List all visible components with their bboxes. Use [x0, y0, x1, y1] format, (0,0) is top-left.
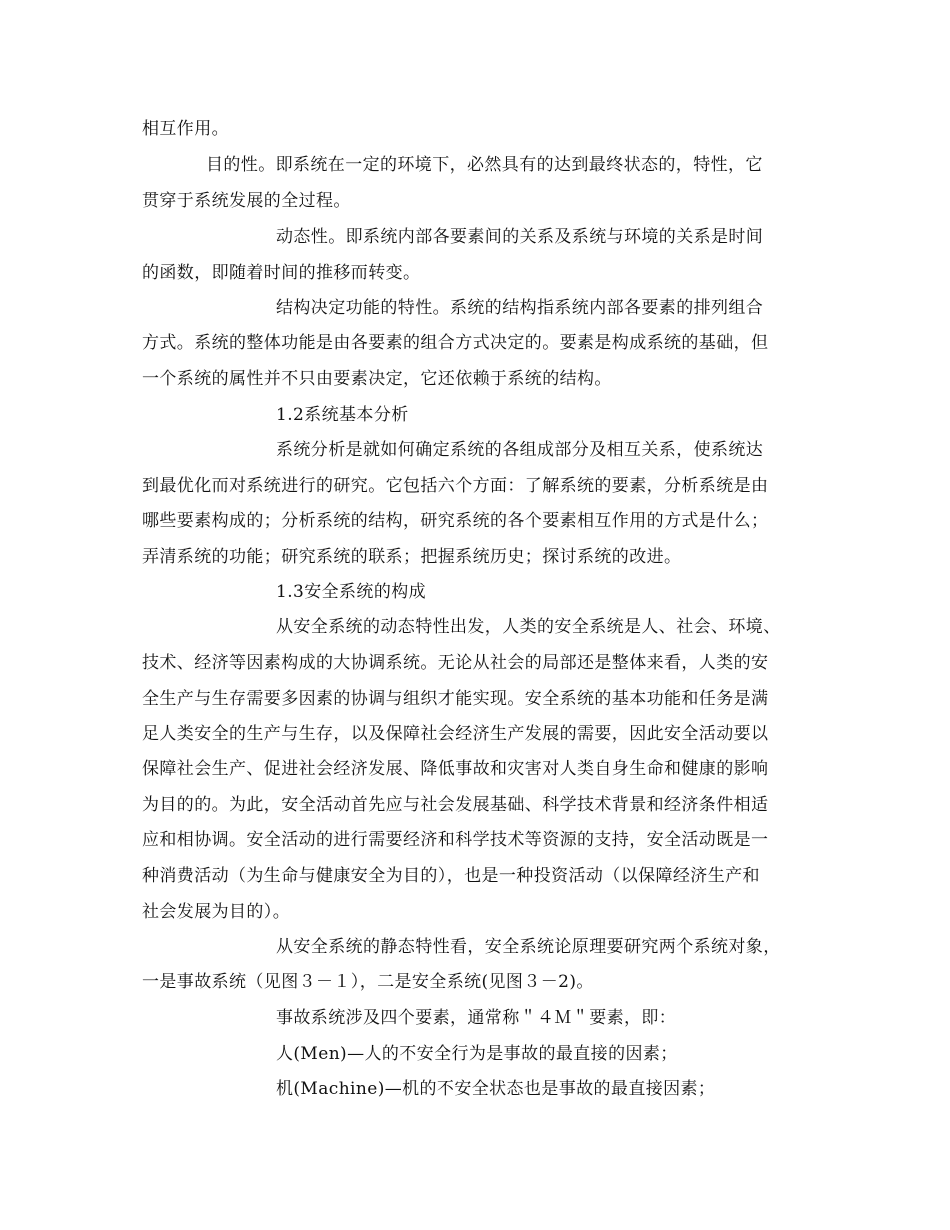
text-line: 社会发展为目的）。 [142, 902, 291, 922]
paragraph-first-line: 事故系统涉及四个要素，通常称＂４Ｍ＂要素，即： [276, 1008, 677, 1028]
paragraph-first-line: 系统分析是就如何确定系统的各组成部分及相互关系，使系统达 [276, 440, 764, 460]
paragraph-first-line: 从安全系统的静态特性看，安全系统论原理要研究两个系统对象， [276, 937, 781, 957]
text-line: 保障社会生产、促进社会经济发展、降低事故和灾害对人类自身生命和健康的影响 [142, 759, 769, 779]
text-line: 一个系统的属性并不只由要素决定，它还依赖于系统的结构。 [142, 369, 612, 389]
list-item: 人(Men)—人的不安全行为是事故的最直接的因素； [276, 1044, 678, 1064]
paragraph-first-line: 目的性。即系统在一定的环境下，必然具有的达到最终状态的，特性，它 [206, 155, 763, 175]
text-line: 的函数，即随着时间的推移而转变。 [142, 263, 421, 283]
paragraph-first-line: 动态性。即系统内部各要素间的关系及系统与环境的关系是时间 [276, 227, 764, 247]
text-line: 为目的的。为此，安全活动首先应与社会发展基础、科学技术背景和经济条件相适 [142, 795, 769, 815]
section-heading: 1.3安全系统的构成 [276, 582, 427, 602]
section-heading: 1.2系统基本分析 [276, 405, 409, 425]
text-line: 技术、经济等因素构成的大协调系统。无论从社会的局部还是整体来看，人类的安 [142, 653, 769, 673]
text-line: 足人类安全的生产与生存，以及保障社会经济生产发展的需要，因此安全活动要以 [142, 724, 769, 744]
text-line: 贯穿于系统发展的全过程。 [142, 191, 351, 211]
text-line: 弄清系统的功能；研究系统的联系；把握系统历史；探讨系统的改进。 [142, 547, 682, 567]
list-item: 机(Machine)—机的不安全状态也是事故的最直接因素； [276, 1079, 716, 1099]
text-line: 一是事故系统（见图３－１），二是安全系统(见图３－2)。 [142, 972, 594, 992]
text-line: 方式。系统的整体功能是由各要素的组合方式决定的。要素是构成系统的基础，但 [142, 333, 769, 353]
text-line: 相互作用。 [142, 119, 229, 139]
text-line: 种消费活动（为生命与健康安全为目的），也是一种投资活动（以保障经济生产和 [142, 866, 760, 886]
paragraph-first-line: 从安全系统的动态特性出发，人类的安全系统是人、社会、环境、 [276, 617, 781, 637]
text-line: 哪些要素构成的；分析系统的结构，研究系统的各个要素相互作用的方式是什么； [142, 511, 769, 531]
text-line: 全生产与生存需要多因素的协调与组织才能实现。安全系统的基本功能和任务是满 [142, 689, 769, 709]
text-line: 到最优化而对系统进行的研究。它包括六个方面：了解系统的要素，分析系统是由 [142, 476, 769, 496]
text-line: 应和相协调。安全活动的进行需要经济和科学技术等资源的支持，安全活动既是一 [142, 830, 769, 850]
paragraph-first-line: 结构决定功能的特性。系统的结构指系统内部各要素的排列组合 [276, 298, 764, 318]
